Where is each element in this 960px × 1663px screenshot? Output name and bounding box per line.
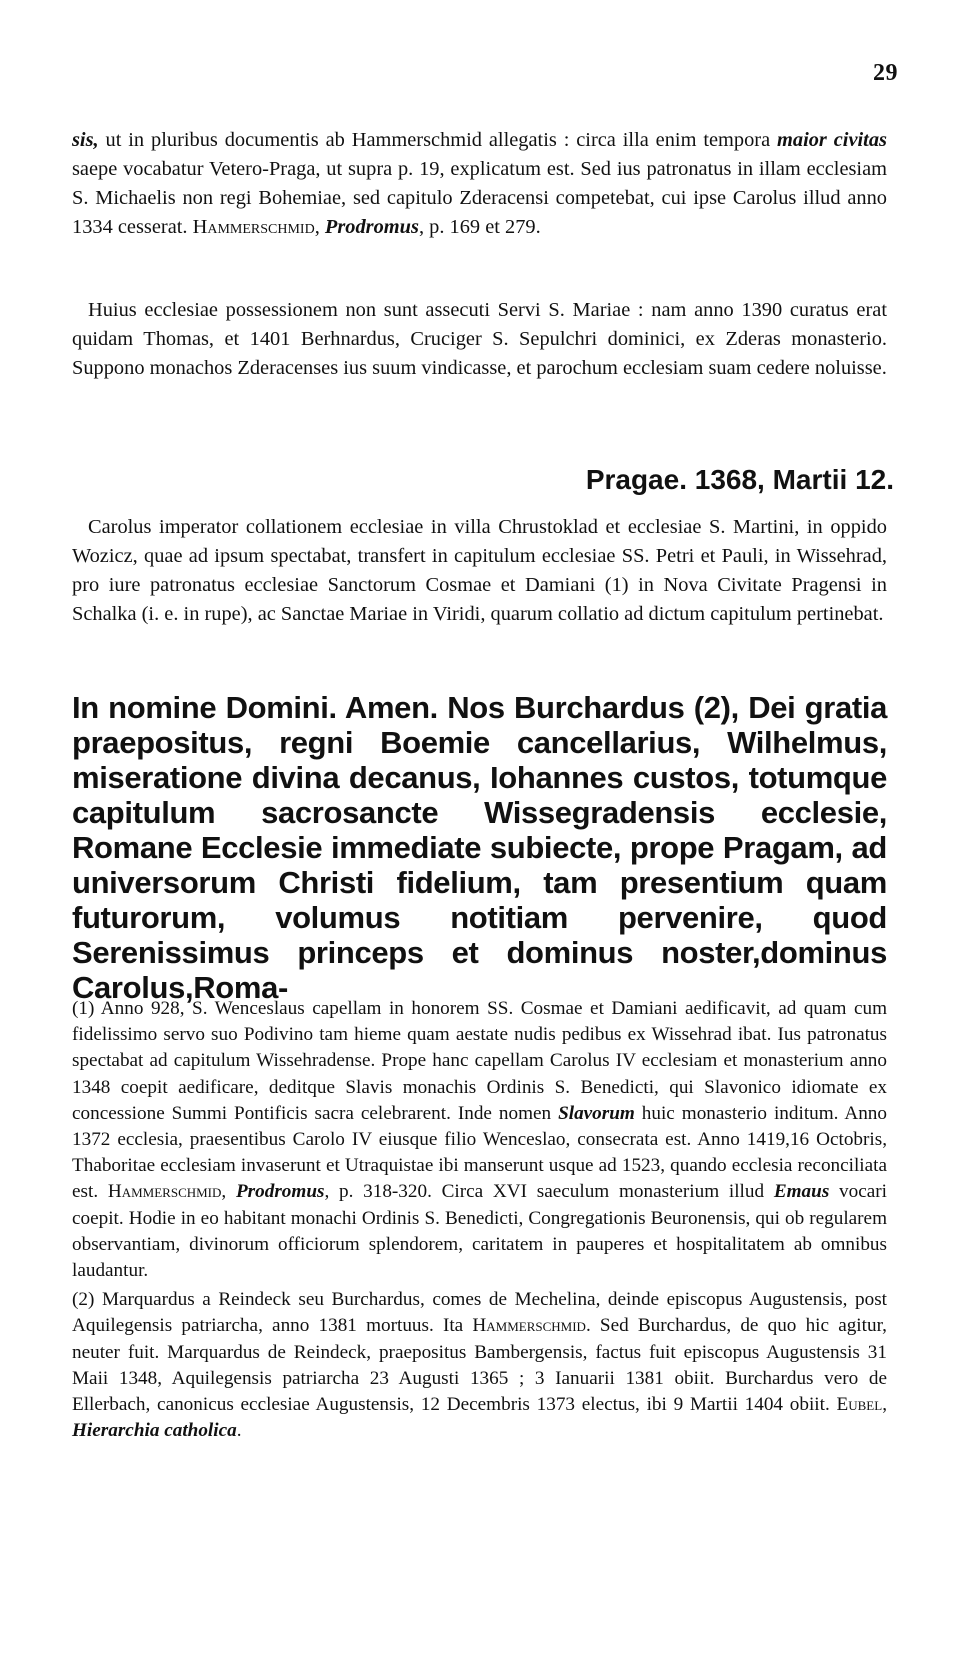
footnote-2: [72, 1287, 887, 1444]
text-run: .: [236, 1420, 242, 1442]
regest-summary: Carolus imperator collationem ecclesiae in villa Chrustoklad et ecclesiae S. Martini, in oppido Wozicz, quae ad ipsum spectabat, transfert in capitulum ecclesiae SS. Petri et Pauli, in Wissehrad, pro iure patronatus ecclesiae Sanctorum Cosmae et Damiani (1) in Nova Civitate Pragensi in Schalka (i. e. in rupe), ac Sanctae Mariae in Viridi, quarum collatio ad dictum capitulum pertinebat.: [72, 516, 887, 625]
separator: ,: [882, 1394, 887, 1416]
text-run: saepe vocabatur Vetero-Praga, ut supra p. 19, explicatum est. Sed ius patronatus in illam ecclesiam S. Michaelis non regi Bohemiae, sed capitulo Zderacensi competebat, cui ipse Carolus illud anno 1334 cesserat.: [72, 158, 887, 238]
text-run: . Sed Burchardus, de quo hic agitur, neuter fuit. Marquardus de Reindeck, praepositus Bambergensis, factus fuit episcopus Augustensis 31 Maii 1348, Aquilegensis patriarcha 23 Augusti 1365 ; 3 Ianuarii 1381 obiit. Burchardus vero de Ellerbach, canonicus ecclesiae Augustensis, 12 Decembris 1373 electus, ibi 9 Martii 1404 obiit.: [72, 1315, 887, 1416]
author-name: Hammerschmid: [192, 216, 315, 238]
text-run: ut in pluribus documentis ab Hammerschmid allegatis : circa illa enim tempora: [98, 129, 778, 151]
emphasis-term: Emaus: [773, 1181, 830, 1203]
footnotes: [72, 996, 887, 1444]
author-name: Hammerschmid: [472, 1315, 586, 1337]
text-run: (2) Marquardus a Reindeck seu Burchardus, comes de Mechelina, deinde episcopus Augustensis, post Aquilegensis patriarcha, anno 1381 mortuus. Ita: [72, 1289, 887, 1337]
text-run: vocari coepit. Hodie in eo habitant monachi Ordinis S. Benedicti, Congregationis Beuronensis, qui ob regularem observantiam, divinorum officiorum splendorem, caritatem in pauperes et hospitalitatem ab omnibus laudantur.: [72, 1181, 887, 1282]
text-run: (1) Anno 928, S. Wenceslaus capellam in honorem SS. Cosmae et Damiani aedificavit, ad quam cum fidelissimo servo suo Podivino tam hieme quam aestate nudis pedibus ex Wissehrad ibat. Ius patronatus spectabat ad capitulum Wissehradense. Prope hanc capellam Carolus IV ecclesiam et monasterium anno 1348 coepit aedificare, deditque Slavis monachis Ordinis S. Benedicti, qui Slavonico idiomate ex concessione Summi Pontificis sacra celebrarent. Inde nomen: [72, 998, 887, 1124]
work-title: Prodromus: [324, 216, 419, 238]
emphasis-term: Slavorum: [558, 1102, 635, 1124]
text-run: , p. 169 et 279.: [418, 216, 541, 238]
separator: ,: [314, 216, 325, 238]
continued-word: sis,: [72, 129, 99, 151]
separator: ,: [221, 1181, 236, 1203]
page-number: 29: [873, 60, 898, 86]
footnote-1: [72, 996, 887, 1284]
charter-text: In nomine Domini. Amen. Nos Burchardus (2), Dei gratia praepositus, regni Boemie cancellarius, Wilhelmus, miseratione divina decanus, Iohannes custos, totumque capitulum sacrosancte Wissegradensis ecclesie, Romane Ecclesie immediate subiecte, prope Pragam, ad universorum Christi fidelium, tam presentium quam futurorum, volumus notitiam pervenire, quod Serenissimus princeps et dominus noster,dominus Carolus,Roma-: [72, 690, 887, 1005]
author-name: Eubel: [836, 1394, 883, 1416]
text-run: , p. 318-320. Circa XVI saeculum monasterium illud: [324, 1181, 774, 1203]
work-title: Hierarchia catholica: [72, 1420, 237, 1442]
continued-paragraph: [72, 126, 887, 242]
work-title: Prodromus: [235, 1181, 325, 1203]
text-run: huic monasterio inditum. Anno 1372 ecclesia, praesentibus Carolo IV eiusque filio Wenceslao, consecrata est. Anno 1419,16 Octobris, Thaboritae ecclesiam invaserunt et Utraquistae ibi manserunt usque ad 1523, quando ecclesia reconciliata est.: [72, 1102, 887, 1203]
emphasis-term: maior civitas: [777, 129, 887, 151]
commentary-paragraph: Huius ecclesiae possessionem non sunt assecuti Servi S. Mariae : nam anno 1390 curatus erat quidam Thomas, et 1401 Berhnardus, Cruciger S. Sepulchri dominici, ex Zderas monasterio. Suppono monachos Zderacenses ius suum vindicasse, et parochum ecclesiam suam cedere noluisse.: [72, 299, 887, 379]
author-name: Hammerschmid: [107, 1181, 222, 1203]
document-dateline: Pragae. 1368, Martii 12.: [585, 464, 894, 495]
